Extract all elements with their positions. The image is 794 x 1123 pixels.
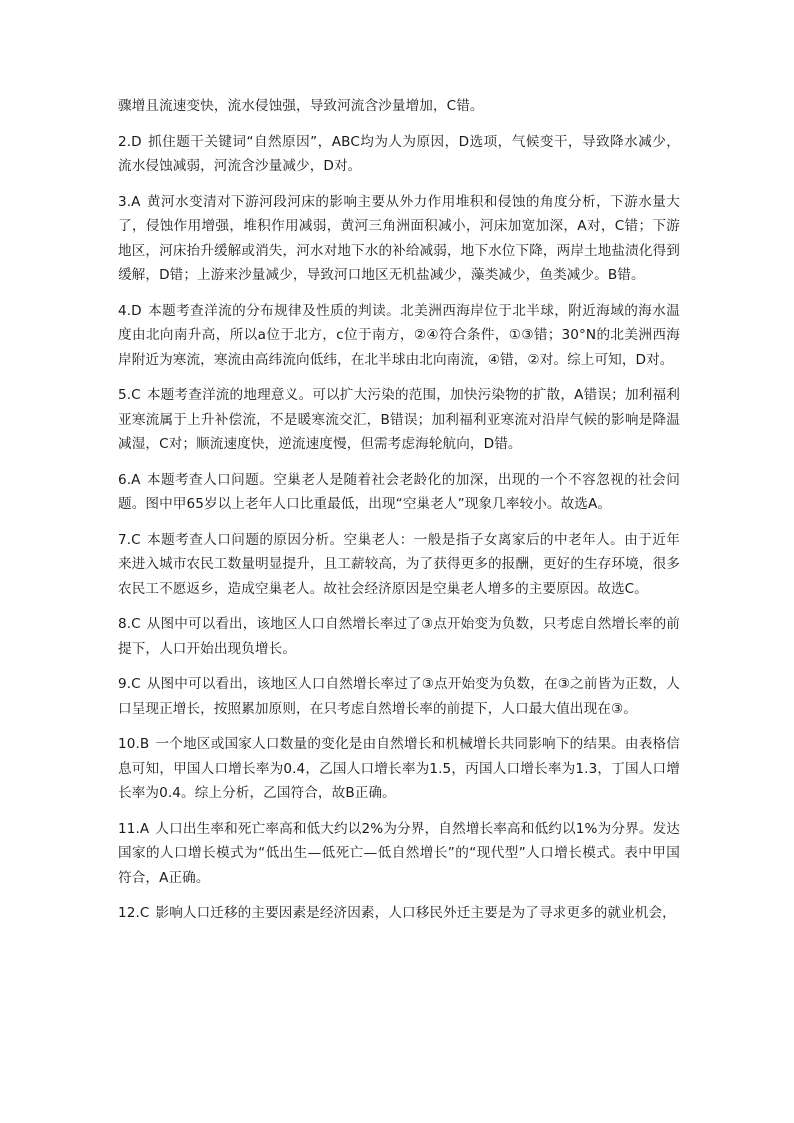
answer-6	[118, 468, 680, 517]
paragraph-text: 人口出生率和死亡率高和低大约以2%为分界，自然增长率高和低约以1%为分界。发达国家的人口增长模式为“低出生—低死亡—低自然增长”的“现代型”人口增长模式。表中甲国符合，A正确。	[118, 820, 680, 886]
answer-2	[118, 130, 680, 179]
answer-label: 5.C	[118, 387, 141, 403]
paragraph-text: 黄河水变清对下游河段河床的影响主要从外力作用堆积和侵蚀的角度分析，下游水量大了，侵蚀作用增强，堆积作用减弱，黄河三角洲面积减小，河床加宽加深，A对，C错；下游地区，河床抬升缓解或消失，河水对地下水的补给减弱，地下水位下降，两岸土地盐渍化得到缓解，D错；上游来沙量减少，导致河口地区无机盐减少，藻类减少，鱼类减少。B错。	[118, 193, 680, 283]
paragraph-text: 本题考查人口问题。空巢老人是随着社会老龄化的加深，出现的一个不容忽视的社会问题。图中甲65岁以上老年人口比重最低，出现“空巢老人”现象几率较小。故选A。	[118, 471, 680, 512]
paragraph-text: 一个地区或国家人口数量的变化是由自然增长和机械增长共同影响下的结果。由表格信息可知，甲国人口增长率为0.4，乙国人口增长率为1.5，丙国人口增长率为1.3，丁国人口增长率为0.4。综上分析，乙国符合，故B正确。	[118, 736, 680, 801]
answer-10	[118, 732, 680, 806]
answer-label: 8.C	[118, 616, 141, 632]
paragraph-continued	[118, 94, 680, 119]
answer-label: 12.C	[118, 905, 150, 921]
answer-label: 11.A	[118, 820, 150, 837]
paragraph-text: 影响人口迁移的主要因素是经济因素，人口移民外迁主要是为了寻求更多的就业机会，	[155, 905, 676, 921]
paragraph-text: 本题考查人口问题的原因分析。空巢老人：一般是指子女离家后的中老年人。由于近年来进入城市农民工数量明显提升，且工薪较高，为了获得更多的报酬，更好的生存环境，很多农民工不愿返乡，造成空巢老人。故社会经济原因是空巢老人增多的主要原因。故选C。	[118, 531, 680, 597]
answer-label: 6.A	[118, 471, 141, 488]
answer-3	[118, 190, 680, 288]
answer-9	[118, 672, 680, 721]
answer-11	[118, 817, 680, 891]
paragraph-text: 本题考查洋流的地理意义。可以扩大污染的范围，加快污染物的扩散，A错误；加利福利亚寒流属于上升补偿流，不是暖寒流交汇，B错误；加利福利亚寒流对沿岸气候的影响是降温减湿，C对；顺流速度快，逆流速度慢，但需考虑海轮航向，D错。	[118, 387, 680, 452]
paragraph-text: 骤增且流速变快，流水侵蚀强，导致河流含沙量增加，C错。	[118, 98, 484, 114]
answer-label: 4.D	[118, 302, 142, 319]
answer-explanations	[118, 94, 680, 937]
answer-label: 2.D	[118, 133, 142, 150]
answer-8	[118, 612, 680, 661]
answer-12	[118, 901, 680, 926]
answer-label: 10.B	[118, 736, 150, 752]
paragraph-text: 本题考查洋流的分布规律及性质的判读。北美洲西海岸位于北半球，附近海域的海水温度由北向南升高，所以a位于北方，c位于南方，②④符合条件，①③错；30°N的北美洲西海岸附近为寒流，寒流由高纬流向低纬，在北半球由北向南流，④错，②对。综上可知，D对。	[118, 302, 680, 368]
paragraph-text: 从图中可以看出，该地区人口自然增长率过了③点开始变为负数，只考虑自然增长率的前提下，人口开始出现负增长。	[118, 616, 680, 657]
answer-label: 7.C	[118, 531, 141, 548]
answer-4	[118, 299, 680, 373]
paragraph-text: 抓住题干关键词“自然原因”，ABC均为人为原因，D选项，气候变干，导致降水减少，流水侵蚀减弱，河流含沙量减少，D对。	[118, 133, 680, 174]
answer-label: 3.A	[118, 193, 141, 210]
paragraph-text: 从图中可以看出，该地区人口自然增长率过了③点开始变为负数，在③之前皆为正数，人口呈现正增长，按照累加原则，在只考虑自然增长率的前提下，人口最大值出现在③。	[118, 676, 680, 717]
answer-5	[118, 383, 680, 457]
answer-label: 9.C	[118, 676, 141, 692]
answer-7	[118, 528, 680, 602]
